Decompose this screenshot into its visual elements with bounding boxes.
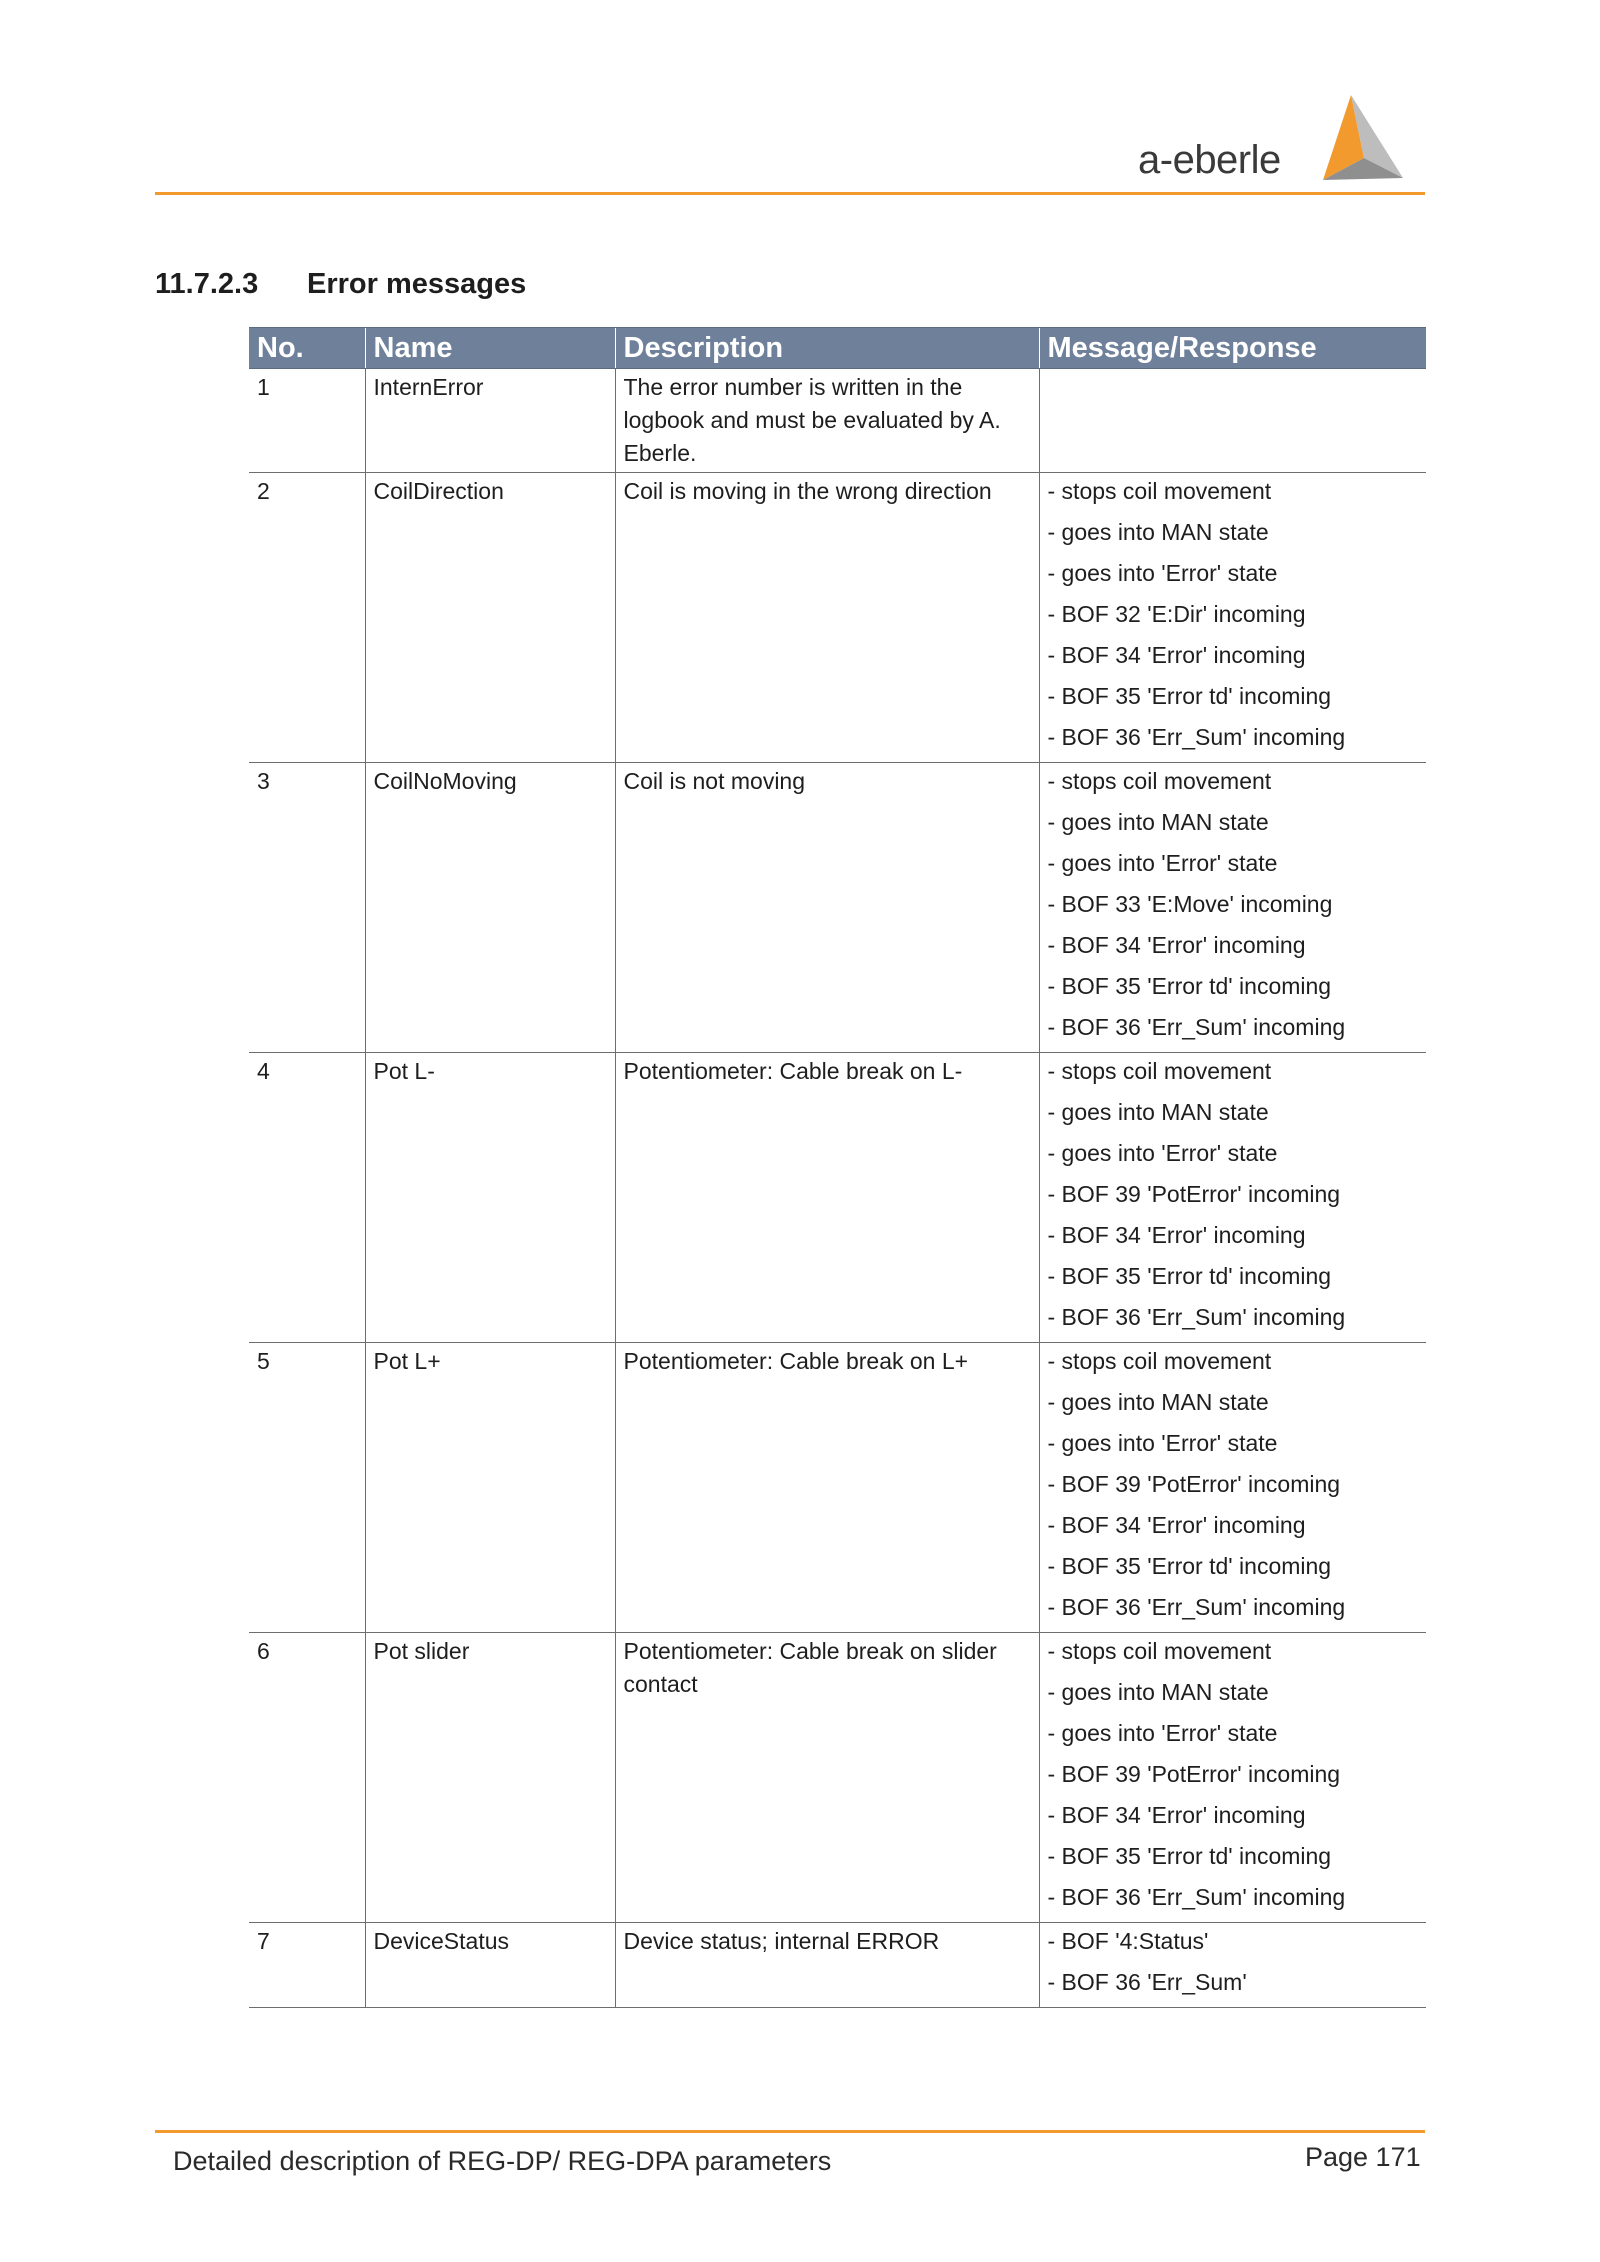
response-line: - BOF 35 'Error td' incoming <box>1047 1553 1332 1579</box>
table-row <box>249 369 1426 473</box>
cell-name: Pot L- <box>365 1053 615 1343</box>
column-header-description: Description <box>615 328 1039 369</box>
page-number: Page 171 <box>1305 2142 1421 2172</box>
table-row <box>249 473 1426 763</box>
cell-name: Pot slider <box>365 1633 615 1923</box>
cell-no: 1 <box>249 369 365 473</box>
response-line: - BOF 34 'Error' incoming <box>1047 1222 1306 1248</box>
cell-message-response <box>1039 369 1426 473</box>
response-line: - BOF 35 'Error td' incoming <box>1047 973 1332 999</box>
response-line: - BOF 39 'PotError' incoming <box>1047 1471 1341 1497</box>
response-line: - BOF '4:Status' <box>1047 1928 1209 1954</box>
response-line: - BOF 36 'Err_Sum' incoming <box>1047 1304 1346 1330</box>
column-header-name: Name <box>365 328 615 369</box>
response-line: - BOF 36 'Err_Sum' incoming <box>1047 1594 1346 1620</box>
cell-description: Coil is not moving <box>615 763 1039 1053</box>
response-line: - stops coil movement <box>1047 478 1272 504</box>
table-row <box>249 1343 1426 1633</box>
section-title: Error messages <box>307 268 527 300</box>
response-line: - BOF 33 'E:Move' incoming <box>1047 891 1333 917</box>
cell-description: The error number is written in the logbook and must be evaluated by A. Eberle. <box>615 369 1039 473</box>
section-number: 11.7.2.3 <box>155 268 259 300</box>
response-line: - BOF 34 'Error' incoming <box>1047 642 1306 668</box>
footer-rule <box>155 2130 1425 2133</box>
response-line: - BOF 35 'Error td' incoming <box>1047 1843 1332 1869</box>
column-header-message-response: Message/Response <box>1039 328 1426 369</box>
cell-no: 2 <box>249 473 365 763</box>
cell-no: 4 <box>249 1053 365 1343</box>
response-line: - BOF 36 'Err_Sum' incoming <box>1047 1884 1346 1910</box>
logo-text: a-eberle <box>1138 138 1281 182</box>
table-body <box>249 369 1426 2008</box>
cell-description: Device status; internal ERROR <box>615 1923 1039 2008</box>
error-messages-table <box>249 327 1426 2008</box>
section-heading <box>155 268 526 301</box>
response-line: - stops coil movement <box>1047 1348 1272 1374</box>
cell-description: Coil is moving in the wrong direction <box>615 473 1039 763</box>
response-line: - goes into MAN state <box>1047 809 1269 835</box>
response-line: - goes into 'Error' state <box>1047 560 1278 586</box>
response-line: - stops coil movement <box>1047 768 1272 794</box>
table-row <box>249 1053 1426 1343</box>
response-line: - BOF 39 'PotError' incoming <box>1047 1181 1341 1207</box>
response-line: - stops coil movement <box>1047 1638 1272 1664</box>
cell-message-response <box>1039 1053 1426 1343</box>
response-line: - stops coil movement <box>1047 1058 1272 1084</box>
cell-no: 7 <box>249 1923 365 2008</box>
cell-name: DeviceStatus <box>365 1923 615 2008</box>
response-line: - BOF 36 'Err_Sum' incoming <box>1047 724 1346 750</box>
response-line: - goes into 'Error' state <box>1047 1140 1278 1166</box>
table-row <box>249 1633 1426 1923</box>
response-line: - BOF 34 'Error' incoming <box>1047 1512 1306 1538</box>
header-rule <box>155 192 1425 195</box>
response-line: - BOF 36 'Err_Sum' incoming <box>1047 1014 1346 1040</box>
response-line: - BOF 34 'Error' incoming <box>1047 1802 1306 1828</box>
cell-no: 5 <box>249 1343 365 1633</box>
response-line: - goes into MAN state <box>1047 519 1269 545</box>
response-line: - goes into 'Error' state <box>1047 850 1278 876</box>
cell-name: InternError <box>365 369 615 473</box>
response-line: - goes into 'Error' state <box>1047 1430 1278 1456</box>
cell-message-response <box>1039 1923 1426 2008</box>
cell-description: Potentiometer: Cable break on slider contact <box>615 1633 1039 1923</box>
response-line: - BOF 39 'PotError' incoming <box>1047 1761 1341 1787</box>
table-row <box>249 1923 1426 2008</box>
cell-message-response <box>1039 763 1426 1053</box>
response-line: - goes into MAN state <box>1047 1099 1269 1125</box>
cell-name: CoilNoMoving <box>365 763 615 1053</box>
cell-description: Potentiometer: Cable break on L+ <box>615 1343 1039 1633</box>
footer-title: Detailed description of REG-DP/ REG-DPA parameters <box>173 2146 832 2176</box>
response-line: - goes into MAN state <box>1047 1389 1269 1415</box>
response-line: - BOF 32 'E:Dir' incoming <box>1047 601 1306 627</box>
cell-description: Potentiometer: Cable break on L- <box>615 1053 1039 1343</box>
response-line: - goes into 'Error' state <box>1047 1720 1278 1746</box>
table-row <box>249 763 1426 1053</box>
cell-message-response <box>1039 1343 1426 1633</box>
column-header-no: No. <box>249 328 365 369</box>
cell-name: CoilDirection <box>365 473 615 763</box>
response-line: - BOF 34 'Error' incoming <box>1047 932 1306 958</box>
cell-message-response <box>1039 1633 1426 1923</box>
response-line: - BOF 35 'Error td' incoming <box>1047 683 1332 709</box>
cell-message-response <box>1039 473 1426 763</box>
cell-name: Pot L+ <box>365 1343 615 1633</box>
cell-no: 3 <box>249 763 365 1053</box>
table-header-row <box>249 328 1426 369</box>
cell-no: 6 <box>249 1633 365 1923</box>
response-line: - BOF 35 'Error td' incoming <box>1047 1263 1332 1289</box>
response-line: - goes into MAN state <box>1047 1679 1269 1705</box>
response-line: - BOF 36 'Err_Sum' <box>1047 1969 1247 1995</box>
